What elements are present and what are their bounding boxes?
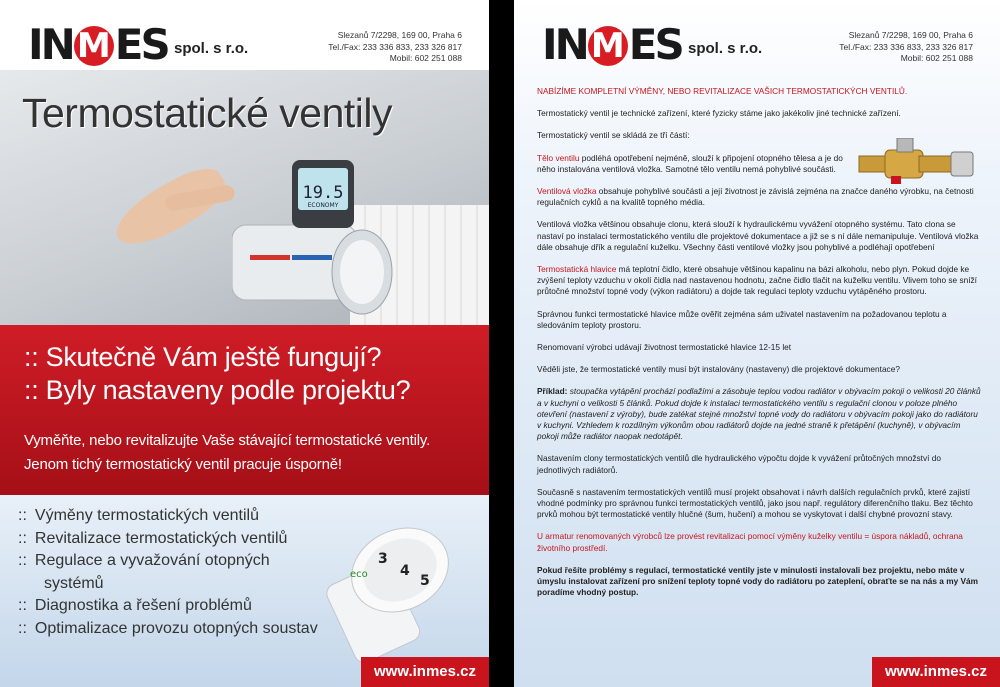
paragraph: Renomovaní výrobci udávají životnost termostatické hlavice 12-15 let <box>537 342 792 353</box>
address: Slezanů 7/2298, 169 00, Praha 6 <box>848 30 973 40</box>
list-item-continuation: systémů <box>44 574 104 592</box>
contact-block <box>328 30 462 65</box>
website-url[interactable]: www.inmes.cz <box>361 657 489 687</box>
paragraph: Ventilová vložka obsahuje pohyblivé součásti a její životnost je závislá zejména na značce daného výrobku, na četnosti regulačních cyklů a na kvalitě topného média. <box>537 186 974 208</box>
subtitle-2: Jenom tichý termostatický ventil pracuje úsporně! <box>24 456 342 473</box>
paragraph: Ventilová vložka většinou obsahuje clonu, která slouží k hydraulickému vyvážení otopného systému. Tato clona se nastaví po instalaci termostatického ventilu dle projektové dokumentace a již se s ní dále nemanipuluje. Ventilová vložka dále obsahuje dřík a regulační kuželku. Všechny části ventilové vložky jsou pohyblivé a podléhají opotřebení <box>537 219 979 252</box>
paragraph: U armatur renomovaných výrobců lze provést revitalizaci pomocí výměny kuželky ventilu = úspora nákladů, ochrana životního prostředí. <box>537 531 963 553</box>
mobile: Mobil: 602 251 088 <box>900 53 973 63</box>
hero-image <box>0 70 489 325</box>
paragraph: Nastavením clony termostatických ventilů dle hydraulického výpočtu dojde k vyvážení průtočných množství do jednotlivých radiátorů. <box>537 453 941 475</box>
paragraph: Termostatický ventil se skládá ze tří částí: <box>537 130 690 141</box>
header <box>0 0 489 70</box>
display-label: ECONOMY <box>307 202 339 209</box>
paragraph: Příklad: stoupačka vytápění prochází podlažími a zásobuje teplou vodou radiátor v obývacím pokoji o velikosti 20 článků a v kuchyni o velikosti 5 článků. Pokud dojde k instalaci termostatického ventilu s regulační clonou v poloze plného otevření (nastavení z výroby), bude zatékat stejné množství topné vody do radiátoru v obývacím pokoji jako do radiátoru v kuchyni. Vzhledem k rozdílným výkonům obou radiátorů dojde na jedné straně k přetápění (kuchyně), v obývacím pokoji může radiátor naopak nedotápět. <box>537 386 981 442</box>
knob-eco: eco <box>350 569 368 580</box>
address: Slezanů 7/2298, 169 00, Praha 6 <box>337 30 462 40</box>
question-1: :: Skutečně Vám ještě fungují? <box>24 342 382 372</box>
legal-form: spol. s r.o. <box>174 40 249 57</box>
thermostat-knob-icon <box>320 515 460 665</box>
paragraph: Termostatická hlavice má teplotní čidlo, které obsahuje většinou kapalinu na bázi alkoholu, nebo plyn. Pokud dojde ke zvýšení teploty vzduchu v okolí čidla nad nastavenou hodnotu, začne čidlo tlačit na kuželku ventilu. Vlivem toho se sníží průtočné množství topné vody (výkon radiátoru) a dojde tak regulaci teploty vzduchu vytápěného prostoru. <box>537 264 977 297</box>
contact-block <box>839 30 973 65</box>
tel-fax: Tel./Fax: 233 336 833, 233 326 817 <box>839 41 973 52</box>
page-title: Termostatické ventily <box>22 90 393 136</box>
knob-number: 5 <box>420 573 430 589</box>
paragraph: Pokud řešíte problémy s regulací, termostatické ventily jste v minulosti instalovali bez projektu, nebo máte v úmyslu instalovat zařízení pro snížení teploty topné vody do radiátoru po zateplení, obraťte se na nás a my Vám poradíme vhodný postup. <box>537 564 979 598</box>
red-band <box>0 325 489 495</box>
subtitle-1: Vyměňte, nebo revitalizujte Vaše stávající termostatické ventily. <box>24 432 431 449</box>
right-page <box>514 0 1000 687</box>
list-item: :: Revitalizace termostatických ventilů <box>18 529 288 547</box>
list-item: :: Výměny termostatických ventilů <box>18 507 259 524</box>
left-page <box>0 0 489 687</box>
knob-number: 4 <box>400 563 410 579</box>
list-item: :: Regulace a vyvažování otopných <box>18 552 270 569</box>
header <box>514 0 1000 70</box>
paragraph: Současně s nastavením termostatických ventilů musí projekt obsahovat i návrh dalších regulačních prvků, které zajistí vhodné podmínky pro správnou funkci termostatických ventilů, jako jsou např. regulátory diferenčního tlaku. Bez těchto prvků mohou být termostatické ventily hlučné (šum, hučení) a mohou se vyskytovat i další chybné provozní stavy. <box>537 486 973 520</box>
services-box <box>0 495 489 687</box>
company-logo: IN MES <box>542 20 682 69</box>
website-url[interactable]: www.inmes.cz <box>872 657 1000 687</box>
tel-fax: Tel./Fax: 233 336 833, 233 326 817 <box>328 41 462 52</box>
paragraph: Tělo ventilu podléhá opotřebení nejméně, slouží k připojení otopného tělesa a je do něho instalována ventilová vložka. Samotné tělo ventilu nemá pohyblivé součásti. <box>537 152 843 174</box>
logo-m-circle: M <box>588 26 628 66</box>
display-reading: 19.5 <box>302 183 344 203</box>
legal-form: spol. s r.o. <box>688 40 763 57</box>
thermostat-device-icon <box>232 160 402 320</box>
company-logo: IN MES <box>28 20 168 69</box>
list-item: :: Diagnostika a řešení problémů <box>18 597 252 614</box>
paragraph: Věděli jste, že termostatické ventily musí být instalovány (nastaveny) dle projektové dokumentace? <box>537 364 900 375</box>
article-text <box>537 86 982 610</box>
paragraph: Termostatický ventil je technické zařízení, které fyzicky stáme jako jakékoliv jiné technické zařízení. <box>537 108 901 119</box>
list-item: :: Optimalizace provozu otopných soustav <box>18 619 318 637</box>
question-2: :: Byly nastaveny podle projektu? <box>24 375 411 405</box>
mobile: Mobil: 602 251 088 <box>389 53 462 63</box>
paragraph: Správnou funkci termostatické hlavice může ověřit zejména sám uživatel nastavením na požadovanou teplotu a sledováním teploty prostoru. <box>537 308 947 330</box>
logo-m-circle: M <box>74 26 114 66</box>
services-list <box>18 505 318 640</box>
section-heading: NABÍZÍME KOMPLETNÍ VÝMĚNY, NEBO REVITALIZACE VAŠICH TERMOSTATICKÝCH VENTILŮ. <box>537 86 908 96</box>
knob-number: 3 <box>378 551 388 567</box>
